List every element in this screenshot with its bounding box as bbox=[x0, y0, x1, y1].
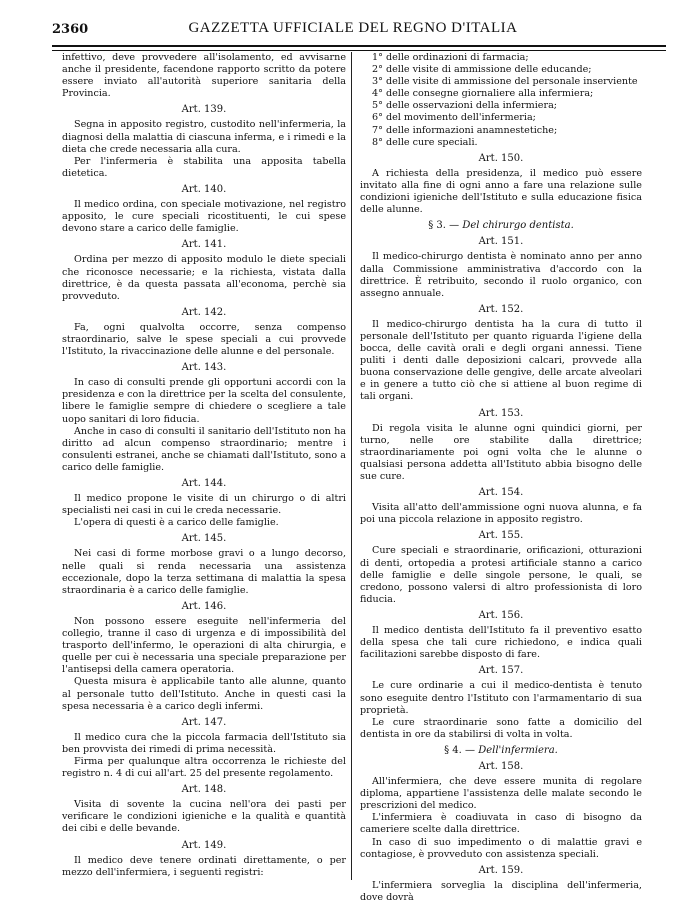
article-heading: Art. 154. bbox=[478, 487, 524, 499]
paragraph: Di regola visita le alunne ogni quindici giorni, per turno, nelle ore stabilite dalla direttrice; straordinariamente poi ogni volta che le alunne o qualsiasi persona addetta all'Istituto abbia bisogno delle sue cure. bbox=[360, 422, 642, 482]
paragraph: Il medico dentista dell'Istituto fa il preventivo esatto della spesa che tali cure richiedono, e indica quali facilitazioni sarebbe disposto di fare. bbox=[360, 625, 642, 661]
article-heading: Art. 153. bbox=[478, 407, 524, 419]
paragraph: Il medico ordina, con speciale motivazione, nel registro apposito, le cure speciali ricostituenti, le cui spese devono stare a carico delle famiglie. bbox=[62, 199, 346, 235]
paragraph: Non possono essere eseguite nell'infermeria del collegio, tranne il caso di urgenza e di impossibilità del trasporto dell'infermo, le operazioni di alta chirurgia, e quelle per cui è necessaria una speciale preparazione per l'antisepsi della camera operatoria. bbox=[62, 615, 346, 676]
journal-title: GAZZETTA UFFICIALE DEL REGNO D'ITALIA bbox=[188, 20, 518, 36]
header-rule bbox=[52, 45, 666, 51]
list-item: 5° delle osservazioni della infermiera; bbox=[372, 100, 558, 112]
paragraph: Segna in apposito registro, custodito nell'infermeria, la diagnosi della malattia di ciascuna inferma, e i rimedi e la dieta che crede necessaria alla cura. bbox=[62, 119, 346, 155]
paragraph: Visita all'atto dell'ammissione ogni nuova alunna, e fa poi una piccola relazione in apposito registro. bbox=[360, 502, 642, 526]
article-heading: Art. 157. bbox=[478, 665, 524, 677]
article-heading: Art. 151. bbox=[478, 236, 524, 248]
section-title: Del chirurgo dentista. bbox=[462, 220, 574, 232]
article-heading: Art. 142. bbox=[181, 306, 227, 318]
article-heading: Art. 149. bbox=[181, 839, 227, 851]
paragraph: Anche in caso di consulti il sanitario dell'Istituto non ha diritto ad alcun compenso straordinario; mentre i consulenti estranei, anche se chiamati dall'Istituto, sono a carico delle famiglie. bbox=[62, 425, 346, 473]
paragraph: L'infermiera è coadiuvata in caso di bisogno da cameriere scelte dalla direttrice. bbox=[360, 812, 642, 836]
paragraph: Fa, ogni qualvolta occorre, senza compenso straordinario, salve le spese speciali a cui provvede l'Istituto, la rivaccinazione delle alunne e del personale. bbox=[62, 321, 346, 358]
article-heading: Art. 155. bbox=[478, 530, 524, 542]
paragraph: Firma per qualunque altra occorrenza le richieste del registro n. 4 di cui all'art. 25 del presente regolamento. bbox=[62, 755, 346, 780]
article-heading: Art. 143. bbox=[181, 362, 227, 374]
paragraph: Cure speciali e straordinarie, orificazioni, otturazioni di denti, ortopedia a protesi artificiale stanno a carico delle famiglie e delle singole persone, le quali, se credono, possono valersi di altro professionista di loro fiducia. bbox=[360, 545, 642, 605]
article-heading: Art. 156. bbox=[478, 609, 524, 621]
article-heading: Art. 145. bbox=[181, 533, 227, 545]
column-divider bbox=[351, 52, 352, 880]
article-heading: Art. 147. bbox=[181, 716, 227, 728]
paragraph: Il medico propone le visite di un chirurgo o di altri specialisti nei casi in cui le creda necessarie. bbox=[62, 493, 346, 517]
paragraph: infettivo, deve provvedere all'isolamento, ed avvisarne anche il presidente, facendone rapporto scritto da potere essere inviato all'autorità superiore sanitaria della Provincia. bbox=[62, 52, 346, 100]
article-heading: Art. 141. bbox=[181, 239, 227, 251]
list-item: 1° delle ordinazioni di farmacia; bbox=[372, 52, 529, 63]
list-item: 4° delle consegne giornaliere alla infermiera; bbox=[372, 88, 594, 100]
section-heading bbox=[360, 220, 642, 232]
left-column bbox=[62, 52, 346, 882]
article-heading: Art. 159. bbox=[478, 864, 524, 876]
section-title: Dell'infermiera. bbox=[478, 744, 558, 756]
article-heading: Art. 150. bbox=[478, 152, 524, 164]
paragraph: L'infermiera sorveglia la disciplina dell'infermeria, dove dovrà bbox=[360, 879, 642, 903]
list-item: 2° delle visite di ammissione delle educande; bbox=[372, 64, 592, 76]
page-header bbox=[52, 18, 654, 44]
article-heading: Art. 140. bbox=[181, 183, 227, 195]
section-number: § 3. — bbox=[428, 220, 460, 232]
article-heading: Art. 148. bbox=[181, 784, 227, 796]
paragraph: A richiesta della presidenza, il medico può essere invitato alla fine di ogni anno a fare una relazione sulle condizioni igieniche dell'Istituto e sulla educazione fisica delle alunne. bbox=[360, 167, 642, 216]
paragraph: Visita di sovente la cucina nell'ora dei pasti per verificare le condizioni igieniche e la qualità e quantità dei cibi e delle bevande. bbox=[62, 799, 346, 835]
right-column bbox=[360, 52, 642, 903]
paragraph: Le cure ordinarie a cui il medico-dentista è tenuto sono eseguite dentro l'Istituto con l'armamentario di sua proprietà. bbox=[360, 680, 642, 716]
section-heading bbox=[360, 745, 642, 757]
article-heading: Art. 152. bbox=[478, 303, 524, 315]
list-item: 8° delle cure speciali. bbox=[372, 136, 478, 148]
page-number: 2360 bbox=[52, 22, 89, 37]
list-item: 7° delle informazioni anamnestetiche; bbox=[372, 124, 558, 136]
list-item: 3° delle visite di ammissione del personale inserviente bbox=[372, 76, 638, 88]
list-item: 6° del movimento dell'infermeria; bbox=[372, 112, 536, 124]
article-heading: Art. 146. bbox=[181, 600, 227, 612]
paragraph: Le cure straordinarie sono fatte a domicilio del dentista in ore da stabilirsi di volta in volta. bbox=[360, 716, 642, 740]
paragraph: Per l'infermeria è stabilita una apposita tabella dietetica. bbox=[62, 155, 346, 179]
paragraph: All'infermiera, che deve essere munita di regolare diploma, appartiene l'assistenza delle malate secondo le prescrizioni del medico. bbox=[360, 776, 642, 812]
paragraph: Ordina per mezzo di apposito modulo le diete speciali che riconosce necessarie; e la richiesta, vistata dalla direttrice, è da questa passata all'economa, perchè sia provveduto. bbox=[62, 254, 346, 302]
article-heading: Art. 139. bbox=[181, 104, 227, 116]
paragraph: Nei casi di forme morbose gravi o a lungo decorso, nelle quali si renda necessaria una assistenza eccezionale, dopo la terza settimana di malattia la spesa straordinaria è a carico delle famiglie. bbox=[62, 548, 346, 596]
paragraph: In caso di suo impedimento o di malattie gravi e contagiose, è provveduto con assistenza speciali. bbox=[360, 836, 642, 860]
paragraph: Questa misura è applicabile tanto alle alunne, quanto al personale tutto dell'Istituto. Anche in questi casi la spesa necessaria è a carico degli infermi. bbox=[62, 676, 346, 712]
paragraph: Il medico cura che la piccola farmacia dell'Istituto sia ben provvista dei rimedi di prima necessità. bbox=[62, 731, 346, 755]
paragraph: Il medico deve tenere ordinati direttamente, o per mezzo dell'infermiera, i seguenti registri: bbox=[62, 854, 346, 878]
article-heading: Art. 144. bbox=[181, 478, 227, 489]
section-number: § 4. — bbox=[444, 744, 476, 756]
paragraph: In caso di consulti prende gli opportuni accordi con la presidenza e con la direttrice per la scelta del consulente, libere le famiglie sempre di chiedere o scegliere a tale uopo sanitari di loro fiducia. bbox=[62, 377, 346, 425]
article-heading: Art. 158. bbox=[478, 760, 524, 772]
paragraph: Il medico-chirurgo dentista è nominato anno per anno dalla Commissione amministrativa d'accordo con la direttrice. È retribuito, secondo il ruolo organico, con assegno annuale. bbox=[360, 251, 642, 299]
paragraph: Il medico-chirurgo dentista ha la cura di tutto il personale dell'Istituto per quanto riguarda l'igiene della bocca, delle cavità orali e degli organi annessi. Tiene puliti i denti dalle deposizioni calcari, provvede alla buona conservazione delle gengive, delle arcate alveolari e in genere a tutto ciò che si attiene al buon regime di tali organi. bbox=[360, 318, 642, 403]
paragraph: L'opera di questi è a carico delle famiglie. bbox=[74, 517, 279, 529]
